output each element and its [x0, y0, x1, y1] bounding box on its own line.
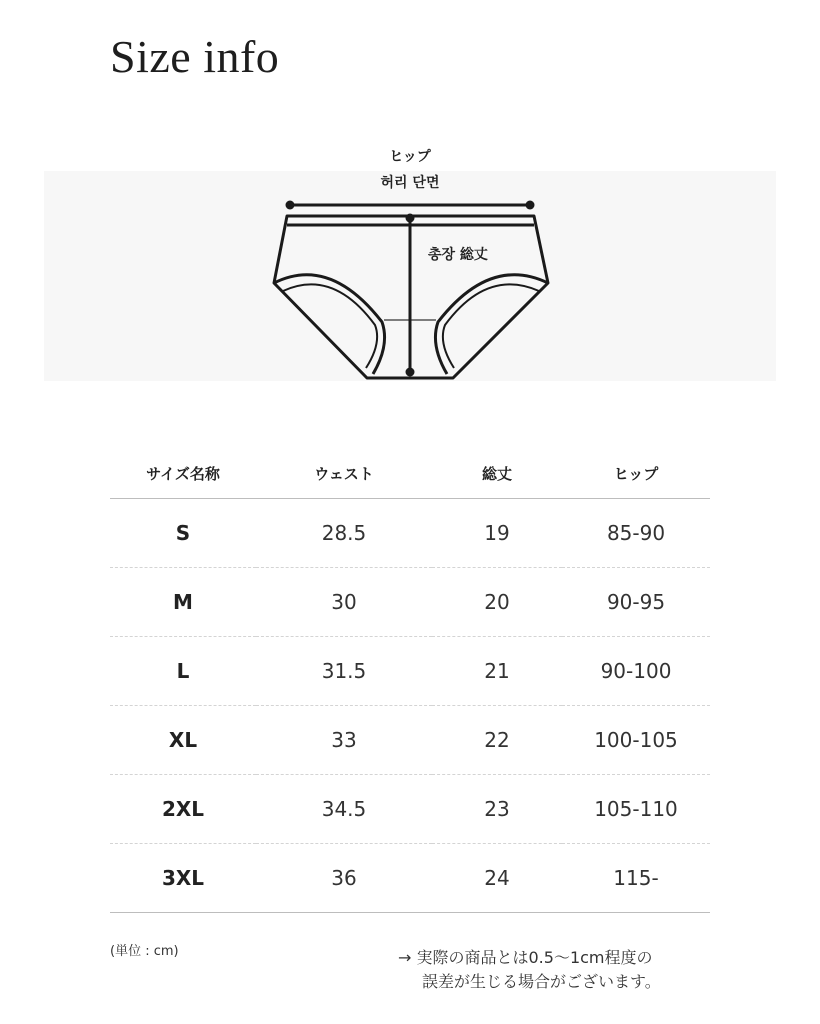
- disclaimer-line-2: 誤差が生じる場合がございます。: [422, 972, 661, 991]
- header-hip: ヒップ: [562, 448, 710, 499]
- header-waist: ウェスト: [256, 448, 432, 499]
- size-cell: L: [110, 637, 256, 706]
- length-cell: 23: [432, 775, 562, 844]
- length-cell: 24: [432, 844, 562, 913]
- table-row: [110, 499, 710, 568]
- size-cell: S: [110, 499, 256, 568]
- disclaimer-line-1: 実際の商品とは0.5〜1cm程度の: [416, 948, 653, 967]
- unit-note: (単位 : cm): [110, 944, 179, 959]
- size-cell: 2XL: [110, 775, 256, 844]
- waist-cell: 36: [256, 844, 432, 913]
- underwear-diagram: [0, 0, 820, 400]
- table-row: [110, 844, 710, 913]
- size-cell: M: [110, 568, 256, 637]
- waist-cell: 31.5: [256, 637, 432, 706]
- disclaimer: [398, 946, 720, 994]
- hip-cell: 105-110: [562, 775, 710, 844]
- page-title: Size info: [110, 31, 280, 82]
- length-cell: 22: [432, 706, 562, 775]
- size-table: [110, 448, 710, 913]
- hip-cell: 85-90: [562, 499, 710, 568]
- size-cell: 3XL: [110, 844, 256, 913]
- table-header-row: [110, 448, 710, 499]
- table-row: [110, 706, 710, 775]
- waist-cell: 30: [256, 568, 432, 637]
- table-row: [110, 637, 710, 706]
- waist-cell: 28.5: [256, 499, 432, 568]
- length-cell: 20: [432, 568, 562, 637]
- waist-measure-line: [286, 201, 535, 210]
- length-measure-line: [406, 214, 415, 377]
- table-row: [110, 568, 710, 637]
- waist-cell: 34.5: [256, 775, 432, 844]
- length-cell: 21: [432, 637, 562, 706]
- length-cell: 19: [432, 499, 562, 568]
- header-size-name: サイズ名称: [110, 448, 256, 499]
- hip-label: ヒップ: [389, 149, 431, 165]
- hip-cell: 90-100: [562, 637, 710, 706]
- arrow-icon: →: [398, 948, 412, 967]
- hip-cell: 115-: [562, 844, 710, 913]
- hip-cell: 90-95: [562, 568, 710, 637]
- waist-cell: 33: [256, 706, 432, 775]
- size-cell: XL: [110, 706, 256, 775]
- waist-label: 허리 단면: [380, 175, 440, 191]
- table-row: [110, 775, 710, 844]
- length-label: 총장 総丈: [428, 247, 488, 263]
- hip-cell: 100-105: [562, 706, 710, 775]
- header-length: 総丈: [432, 448, 562, 499]
